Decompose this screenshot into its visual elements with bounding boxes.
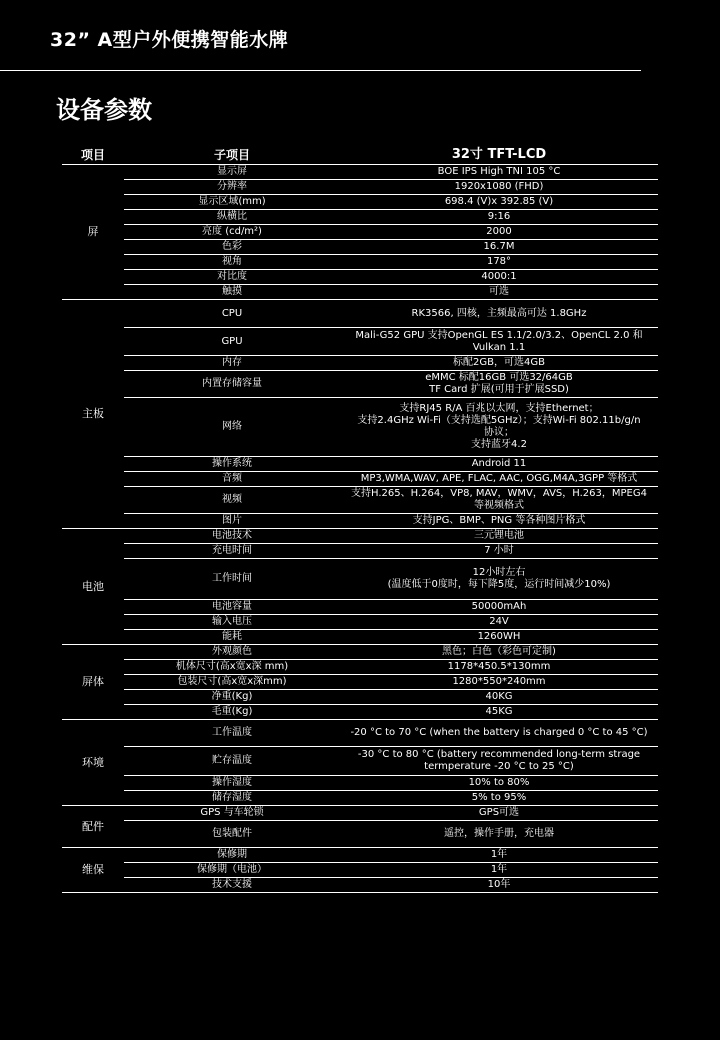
table-row bbox=[62, 544, 658, 559]
value-cell: 9:16 bbox=[340, 210, 658, 225]
value-cell: GPS可选 bbox=[340, 806, 658, 821]
table-row bbox=[62, 863, 658, 878]
header-model: 32寸 TFT-LCD bbox=[340, 146, 658, 165]
table-row bbox=[62, 225, 658, 240]
subitem-cell: 内置存储容量 bbox=[124, 371, 340, 398]
subitem-cell: 机体尺寸(高x宽x深 mm) bbox=[124, 660, 340, 675]
category-cell: 维保 bbox=[62, 848, 124, 893]
table-row bbox=[62, 791, 658, 806]
subitem-cell: 电池容量 bbox=[124, 600, 340, 615]
table-row bbox=[62, 720, 658, 747]
subitem-cell: 储存湿度 bbox=[124, 791, 340, 806]
subitem-cell: 纵横比 bbox=[124, 210, 340, 225]
subitem-cell: 图片 bbox=[124, 514, 340, 529]
subitem-cell: 亮度 (cd/m²) bbox=[124, 225, 340, 240]
header-item: 项目 bbox=[62, 146, 124, 165]
value-cell: 1260WH bbox=[340, 630, 658, 645]
category-cell: 主板 bbox=[62, 300, 124, 529]
subitem-cell: 毛重(Kg) bbox=[124, 705, 340, 720]
value-cell: 178° bbox=[340, 255, 658, 270]
table-row bbox=[62, 371, 658, 398]
value-cell: 2000 bbox=[340, 225, 658, 240]
subitem-cell: 音频 bbox=[124, 472, 340, 487]
value-cell: 1年 bbox=[340, 863, 658, 878]
value-cell: 24V bbox=[340, 615, 658, 630]
table-row bbox=[62, 398, 658, 457]
table-row bbox=[62, 559, 658, 600]
subitem-cell: 色彩 bbox=[124, 240, 340, 255]
subitem-cell: 工作时间 bbox=[124, 559, 340, 600]
table-row bbox=[62, 328, 658, 356]
value-cell: Mali-G52 GPU 支持OpenGL ES 1.1/2.0/3.2、OpenCL 2.0 和 Vulkan 1.1 bbox=[340, 328, 658, 356]
table-row bbox=[62, 180, 658, 195]
value-cell: 三元锂电池 bbox=[340, 529, 658, 544]
table-row bbox=[62, 514, 658, 529]
table-row bbox=[62, 255, 658, 270]
table-row bbox=[62, 630, 658, 645]
subitem-cell: 显示区域(mm) bbox=[124, 195, 340, 210]
table-row bbox=[62, 300, 658, 328]
subitem-cell: 视频 bbox=[124, 487, 340, 514]
table-row bbox=[62, 747, 658, 776]
subitem-cell: 显示屏 bbox=[124, 165, 340, 180]
subitem-cell: 充电时间 bbox=[124, 544, 340, 559]
value-cell: -30 °C to 80 °C (battery recommended long-term strage termperature -20 °C to 25 °C) bbox=[340, 747, 658, 776]
subitem-cell: 工作温度 bbox=[124, 720, 340, 747]
value-cell: 黑色；白色（彩色可定制) bbox=[340, 645, 658, 660]
value-cell: 12小时左右 (温度低于0度时，每下降5度，运行时间减少10%) bbox=[340, 559, 658, 600]
table-row bbox=[62, 848, 658, 863]
value-cell: 1年 bbox=[340, 848, 658, 863]
table-row bbox=[62, 210, 658, 225]
subitem-cell: CPU bbox=[124, 300, 340, 328]
subitem-cell: 输入电压 bbox=[124, 615, 340, 630]
category-cell: 电池 bbox=[62, 529, 124, 645]
value-cell: 698.4 (V)x 392.85 (V) bbox=[340, 195, 658, 210]
value-cell: 10% to 80% bbox=[340, 776, 658, 791]
table-row bbox=[62, 615, 658, 630]
subitem-cell: 能耗 bbox=[124, 630, 340, 645]
subitem-cell: 操作湿度 bbox=[124, 776, 340, 791]
subitem-cell: GPU bbox=[124, 328, 340, 356]
header-subitem: 子项目 bbox=[124, 146, 340, 165]
value-cell: -20 °C to 70 °C (when the battery is charged 0 °C to 45 °C) bbox=[340, 720, 658, 747]
subitem-cell: 净重(Kg) bbox=[124, 690, 340, 705]
table-row bbox=[62, 457, 658, 472]
table-row bbox=[62, 195, 658, 210]
table-row bbox=[62, 690, 658, 705]
table-row bbox=[62, 776, 658, 791]
value-cell: 40KG bbox=[340, 690, 658, 705]
value-cell: 标配2GB，可选4GB bbox=[340, 356, 658, 371]
value-cell: BOE IPS High TNI 105 °C bbox=[340, 165, 658, 180]
value-cell: 10年 bbox=[340, 878, 658, 893]
title-divider bbox=[0, 70, 641, 71]
subitem-cell: 网络 bbox=[124, 398, 340, 457]
table-row bbox=[62, 270, 658, 285]
value-cell: MP3,WMA,WAV, APE, FLAC, AAC, OGG,M4A,3GPP 等格式 bbox=[340, 472, 658, 487]
subitem-cell: 操作系统 bbox=[124, 457, 340, 472]
subitem-cell: 贮存温度 bbox=[124, 747, 340, 776]
category-cell: 屏 bbox=[62, 165, 124, 300]
value-cell: 5% to 95% bbox=[340, 791, 658, 806]
subitem-cell: 包装配件 bbox=[124, 821, 340, 848]
table-row bbox=[62, 240, 658, 255]
table-row bbox=[62, 821, 658, 848]
subitem-cell: 技术支援 bbox=[124, 878, 340, 893]
spec-table bbox=[62, 146, 658, 893]
section-title: 设备参数 bbox=[56, 96, 152, 124]
subitem-cell: 分辨率 bbox=[124, 180, 340, 195]
table-row bbox=[62, 487, 658, 514]
table-row bbox=[62, 472, 658, 487]
value-cell: 1920x1080 (FHD) bbox=[340, 180, 658, 195]
table-row bbox=[62, 660, 658, 675]
subitem-cell: 电池技术 bbox=[124, 529, 340, 544]
subitem-cell: 保修期 bbox=[124, 848, 340, 863]
value-cell: 4000:1 bbox=[340, 270, 658, 285]
value-cell: 1280*550*240mm bbox=[340, 675, 658, 690]
table-row bbox=[62, 705, 658, 720]
table-row bbox=[62, 285, 658, 300]
subitem-cell: GPS 与车轮锁 bbox=[124, 806, 340, 821]
value-cell: 遥控，操作手册，充电器 bbox=[340, 821, 658, 848]
table-header-row bbox=[62, 146, 658, 165]
category-cell: 环境 bbox=[62, 720, 124, 806]
value-cell: 支持JPG、BMP、PNG 等各种图片格式 bbox=[340, 514, 658, 529]
table-row bbox=[62, 356, 658, 371]
value-cell: 45KG bbox=[340, 705, 658, 720]
table-row bbox=[62, 600, 658, 615]
value-cell: Android 11 bbox=[340, 457, 658, 472]
subitem-cell: 内存 bbox=[124, 356, 340, 371]
table-row bbox=[62, 165, 658, 180]
value-cell: 16.7M bbox=[340, 240, 658, 255]
subitem-cell: 对比度 bbox=[124, 270, 340, 285]
value-cell: eMMC 标配16GB 可选32/64GB TF Card 扩展(可用于扩展SSD) bbox=[340, 371, 658, 398]
subitem-cell: 视角 bbox=[124, 255, 340, 270]
value-cell: 50000mAh bbox=[340, 600, 658, 615]
spec-table-body bbox=[62, 165, 658, 893]
value-cell: 支持H.265、H.264，VP8, MAV，WMV，AVS，H.263，MPEG4 等视频格式 bbox=[340, 487, 658, 514]
table-row bbox=[62, 878, 658, 893]
value-cell: 可选 bbox=[340, 285, 658, 300]
value-cell: 1178*450.5*130mm bbox=[340, 660, 658, 675]
value-cell: 7 小时 bbox=[340, 544, 658, 559]
table-row bbox=[62, 645, 658, 660]
subitem-cell: 触摸 bbox=[124, 285, 340, 300]
product-title: 32” A型户外便携智能水牌 bbox=[50, 29, 289, 51]
category-cell: 配件 bbox=[62, 806, 124, 848]
subitem-cell: 保修期（电池） bbox=[124, 863, 340, 878]
category-cell: 屏体 bbox=[62, 645, 124, 720]
table-row bbox=[62, 529, 658, 544]
subitem-cell: 外观颜色 bbox=[124, 645, 340, 660]
subitem-cell: 包装尺寸(高x宽x深mm) bbox=[124, 675, 340, 690]
table-row bbox=[62, 675, 658, 690]
table-row bbox=[62, 806, 658, 821]
value-cell: RK3566, 四核，主频最高可达 1.8GHz bbox=[340, 300, 658, 328]
value-cell: 支持RJ45 R/A 百兆以太网，支持Ethernet； 支持2.4GHz Wi-Fi（支持选配5GHz）；支持Wi-Fi 802.11b/g/n 协议； 支持蓝牙4.2 bbox=[340, 398, 658, 457]
